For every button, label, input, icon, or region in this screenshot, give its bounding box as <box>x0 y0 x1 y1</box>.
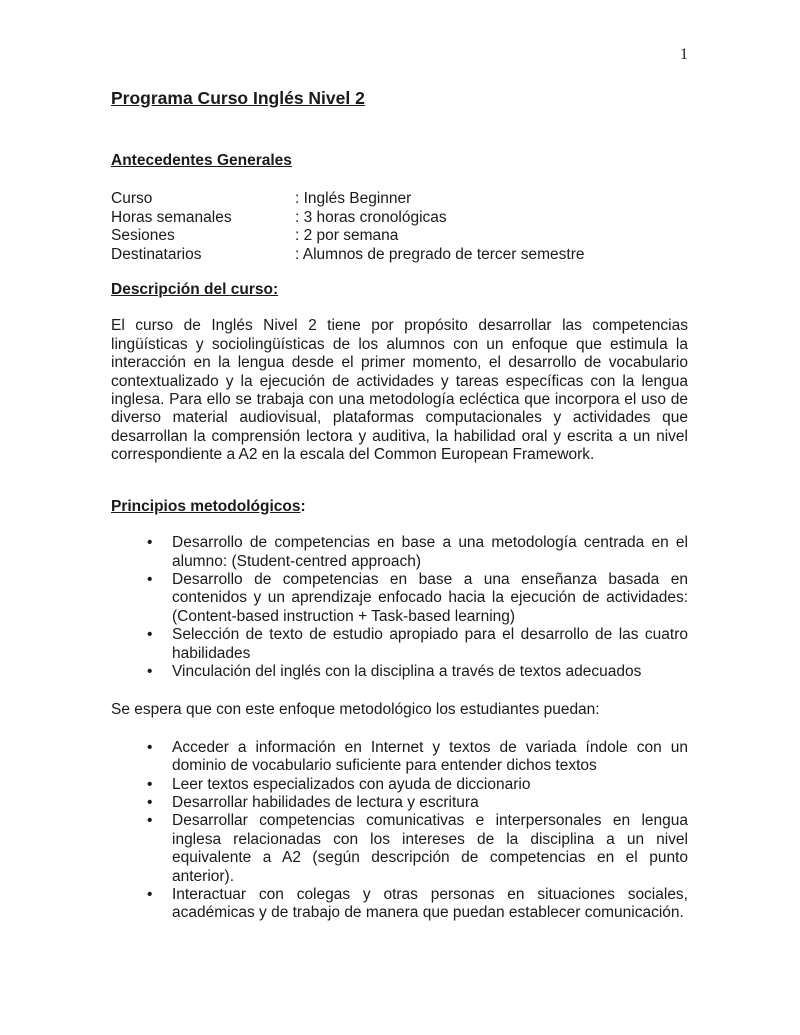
list-item: • Acceder a información en Internet y textos de variada índole con un dominio de vocabulario suficiente para entender dichos textos <box>111 739 688 776</box>
info-row-destinatarios <box>111 246 688 264</box>
heading-antecedentes-generales <box>111 152 688 170</box>
expectations-bullet-list <box>111 739 688 923</box>
principios-bullet-list <box>111 534 688 681</box>
info-value: : 3 horas cronológicas <box>295 208 447 226</box>
info-row-curso <box>111 190 688 208</box>
heading-principios-text: Principios metodológicos <box>111 497 301 515</box>
list-item: • Vinculación del inglés con la disciplina a través de textos adecuados <box>111 663 688 681</box>
document-title: Programa Curso Inglés Nivel 2 <box>111 88 365 108</box>
list-item: • Desarrollar habilidades de lectura y escritura <box>111 794 688 812</box>
info-value: : Inglés Beginner <box>295 190 412 208</box>
info-row-sesiones <box>111 227 688 245</box>
course-description-paragraph: El curso de Inglés Nivel 2 tiene por propósito desarrollar las competencias lingüísticas y sociolingüísticas de los alumnos con un enfoque que estimula la interacción en la lengua desde el primer momento, el desarrollo de vocabulario contextualizado y la ejecución de actividades y tareas específicas con la lengua inglesa. Para ello se trabaja con una metodología ecléctica que incorpora el uso de diverso material audiovisual, plataformas computacionales y actividades que desarrollan la comprensión lectora y auditiva, la habilidad oral y escrita a un nivel correspondiente a A2 en la escala del Common European Framework. <box>111 317 688 464</box>
info-value: : Alumnos de pregrado de tercer semestre <box>295 245 585 263</box>
course-info-table <box>111 190 688 264</box>
page-number: 1 <box>680 46 688 63</box>
info-row-horas-semanales <box>111 209 688 227</box>
info-label: Sesiones <box>111 227 175 245</box>
list-item: • Selección de texto de estudio apropiado para el desarrollo de las cuatro habilidades <box>111 626 688 663</box>
expectations-intro: Se espera que con este enfoque metodológico los estudiantes puedan: <box>111 701 600 719</box>
info-label: Horas semanales <box>111 208 232 226</box>
info-value: : 2 por semana <box>295 227 399 245</box>
list-item: • Desarrollo de competencias en base a una metodología centrada en el alumno: (Student-centred approach) <box>111 534 688 571</box>
info-label: Destinatarios <box>111 245 202 263</box>
list-item: • Desarrollo de competencias en base a una enseñanza basada en contenidos y un aprendizaje enfocado hacia la ejecución de actividades: (Content-based instruction + Task-based learning) <box>111 571 688 626</box>
heading-antecedentes-text: Antecedentes Generales <box>111 152 292 169</box>
list-item: • Leer textos especializados con ayuda de diccionario <box>111 776 688 794</box>
list-item: • Interactuar con colegas y otras personas en situaciones sociales, académicas y de trabajo de manera que puedan establecer comunicación. <box>111 886 688 923</box>
heading-principios-colon: : <box>300 497 306 515</box>
info-label: Curso <box>111 190 153 208</box>
heading-descripcion-del-curso <box>111 281 688 299</box>
list-item: • Desarrollar competencias comunicativas e interpersonales en lengua inglesa relacionadas con los intereses de la disciplina a un nivel equivalente a A2 (según descripción de competencias en el punto anterior). <box>111 812 688 886</box>
heading-descripcion-text: Descripción del curso: <box>111 281 279 299</box>
heading-principios-metodologicos <box>111 498 688 516</box>
